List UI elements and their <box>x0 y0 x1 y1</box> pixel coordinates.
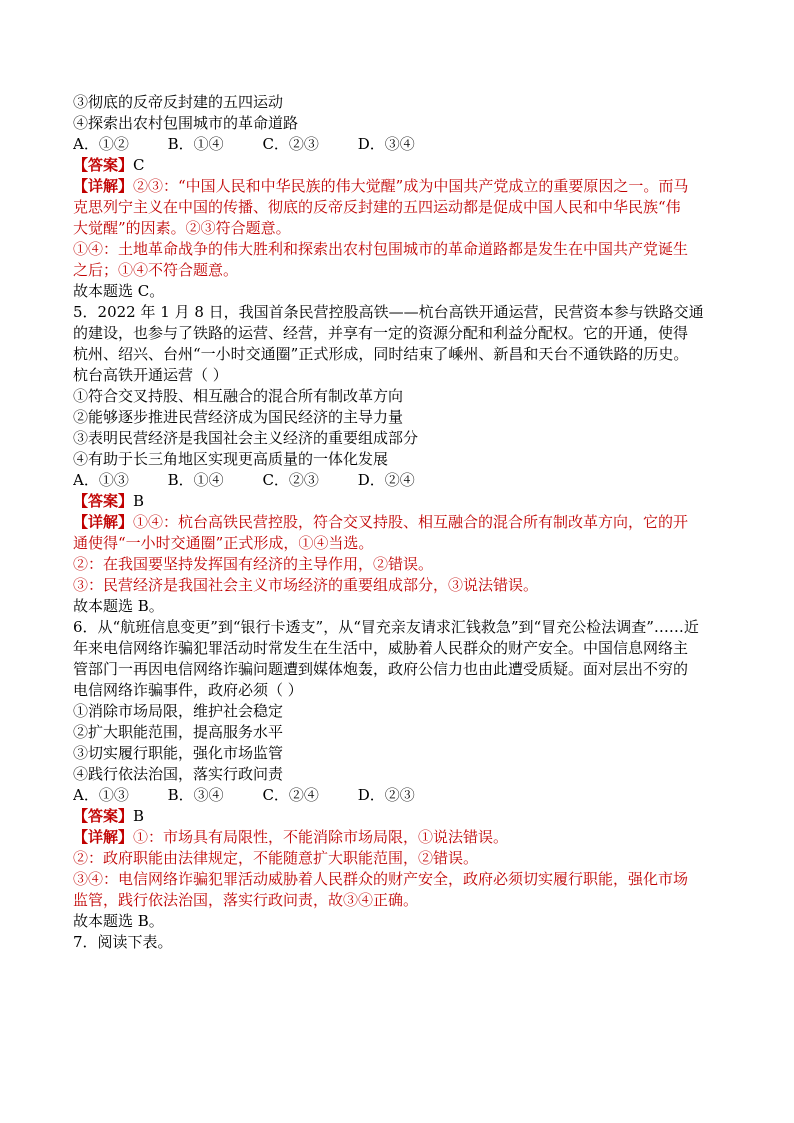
q6-option-2: ②扩大职能范围，提高服务水平 <box>73 723 284 741</box>
q4-explain-line-5: 之后；①④不符合题意。 <box>73 261 239 279</box>
document-content <box>73 92 733 953</box>
q5-explain-line-1: 【详解】①④：杭台高铁民营控股，符合交叉持股、相互融合的混合所有制改革方向，它的开 <box>73 513 689 531</box>
q5-explain-line-2: 通使得“一小时交通圈”正式形成，①④当选。 <box>73 534 374 552</box>
q6-choice-b: B．③④ <box>167 786 224 804</box>
q6-explain-label: 【详解】 <box>73 828 134 846</box>
q5-answer-label: 【答案】 <box>73 492 134 510</box>
q6-explain-line-3: ③④：电信网络诈骗犯罪活动威胁着人民群众的财产安全，政府必须切实履行职能，强化市场 <box>73 870 689 888</box>
q4-choices <box>73 134 733 155</box>
q7-stem: 7．阅读下表。 <box>73 933 173 951</box>
q6-option-1: ①消除市场局限，维护社会稳定 <box>73 702 284 720</box>
q4-option-4: ④探索出农村包围城市的革命道路 <box>73 114 299 132</box>
q6-explain-line-4: 监管，践行依法治国，落实行政问责，故③④正确。 <box>73 891 419 909</box>
q5-option-2: ②能够逐步推进民营经济成为国民经济的主导力量 <box>73 408 404 426</box>
q6-stem-line-1: 6．从“航班信息变更”到“银行卡透支”，从“冒充亲友请求汇钱救急”到“冒充公检法调查”……近 <box>73 618 699 636</box>
q6-explain-line-2: ②：政府职能由法律规定，不能随意扩大职能范围，②错误。 <box>73 849 479 867</box>
q6-choice-c: C．②④ <box>262 786 319 804</box>
q6-stem-line-2: 年来电信网络诈骗犯罪活动时常发生在生活中，威胁着人民群众的财产安全。中国信息网络主 <box>73 639 689 657</box>
q6-stem-line-3: 管部门一再因电信网络诈骗问题遭到媒体炮轰，政府公信力也由此遭受质疑。面对层出不穷的 <box>73 660 689 678</box>
q4-explain-line-2: 克思列宁主义在中国的传播、彻底的反帝反封建的五四运动都是促成中国人民和中华民族“伟 <box>73 198 681 216</box>
q6-answer <box>73 806 733 827</box>
q4-choice-d: D．③④ <box>357 135 415 153</box>
q5-choice-a: A．①③ <box>73 471 129 489</box>
q5-stem-line-3: 杭州、绍兴、台州“一小时交通圈”正式形成，同时结束了嵊州、新昌和天台不通铁路的历史。 <box>73 345 689 363</box>
q4-choice-a: A．①② <box>73 135 129 153</box>
q6-stem-line-4: 电信网络诈骗事件，政府必须（ ） <box>73 681 303 699</box>
q6-choices <box>73 785 733 806</box>
q5-explain-line-3: ②：在我国要坚持发挥国有经济的主导作用，②错误。 <box>73 555 434 573</box>
q4-answer-value: C <box>133 156 145 174</box>
q4-conclusion: 故本题选 C。 <box>73 282 165 300</box>
q6-explain-line-1: 【详解】①：市场具有局限性，不能消除市场局限，①说法错误。 <box>73 828 509 846</box>
q4-explain-line-1: 【详解】②③：“中国人民和中华民族的伟大觉醒”成为中国共产党成立的重要原因之一。而马 <box>73 177 689 195</box>
q6-option-3: ③切实履行职能，强化市场监管 <box>73 744 284 762</box>
q5-option-3: ③表明民营经济是我国社会主义经济的重要组成部分 <box>73 429 419 447</box>
q5-explain-line-4: ③：民营经济是我国社会主义市场经济的重要组成部分，③说法错误。 <box>73 576 539 594</box>
q6-choice-d: D．②③ <box>357 786 415 804</box>
q5-choice-b: B．①④ <box>167 471 224 489</box>
q5-answer-value: B <box>133 492 145 510</box>
q4-choice-b: B．①④ <box>167 135 224 153</box>
q6-answer-label: 【答案】 <box>73 807 134 825</box>
q4-explain-line-3: 大觉醒”的因素。②③符合题意。 <box>73 219 291 237</box>
q5-option-1: ①符合交叉持股、相互融合的混合所有制改革方向 <box>73 387 404 405</box>
q4-explain-line-4: ①④：土地革命战争的伟大胜利和探索出农村包围城市的革命道路都是发生在中国共产党诞生 <box>73 240 689 258</box>
q6-conclusion: 故本题选 B。 <box>73 912 164 930</box>
q4-choice-c: C．②③ <box>262 135 319 153</box>
q5-choice-c: C．②③ <box>262 471 319 489</box>
q5-stem-line-4: 杭台高铁开通运营（ ） <box>73 366 228 384</box>
q4-option-3: ③彻底的反帝反封建的五四运动 <box>73 93 284 111</box>
q6-option-4: ④践行依法治国，落实行政问责 <box>73 765 284 783</box>
q4-answer <box>73 155 733 176</box>
q6-choice-a: A．①③ <box>73 786 129 804</box>
q5-conclusion: 故本题选 B。 <box>73 597 164 615</box>
q4-explain-label: 【详解】 <box>73 177 134 195</box>
q4-answer-label: 【答案】 <box>73 156 134 174</box>
q6-answer-value: B <box>133 807 145 825</box>
q5-answer <box>73 491 733 512</box>
q5-choice-d: D．②④ <box>357 471 415 489</box>
q5-explain-label: 【详解】 <box>73 513 134 531</box>
q5-stem-line-2: 的建设，也参与了铁路的运营、经营，并享有一定的资源分配和利益分配权。它的开通，使得 <box>73 324 689 342</box>
q5-choices <box>73 470 733 491</box>
q5-option-4: ④有助于长三角地区实现更高质量的一体化发展 <box>73 450 389 468</box>
q5-stem-line-1: 5．2022 年 1 月 8 日，我国首条民营控股高铁——杭台高铁开通运营，民营资本参与铁路交通 <box>73 303 704 321</box>
